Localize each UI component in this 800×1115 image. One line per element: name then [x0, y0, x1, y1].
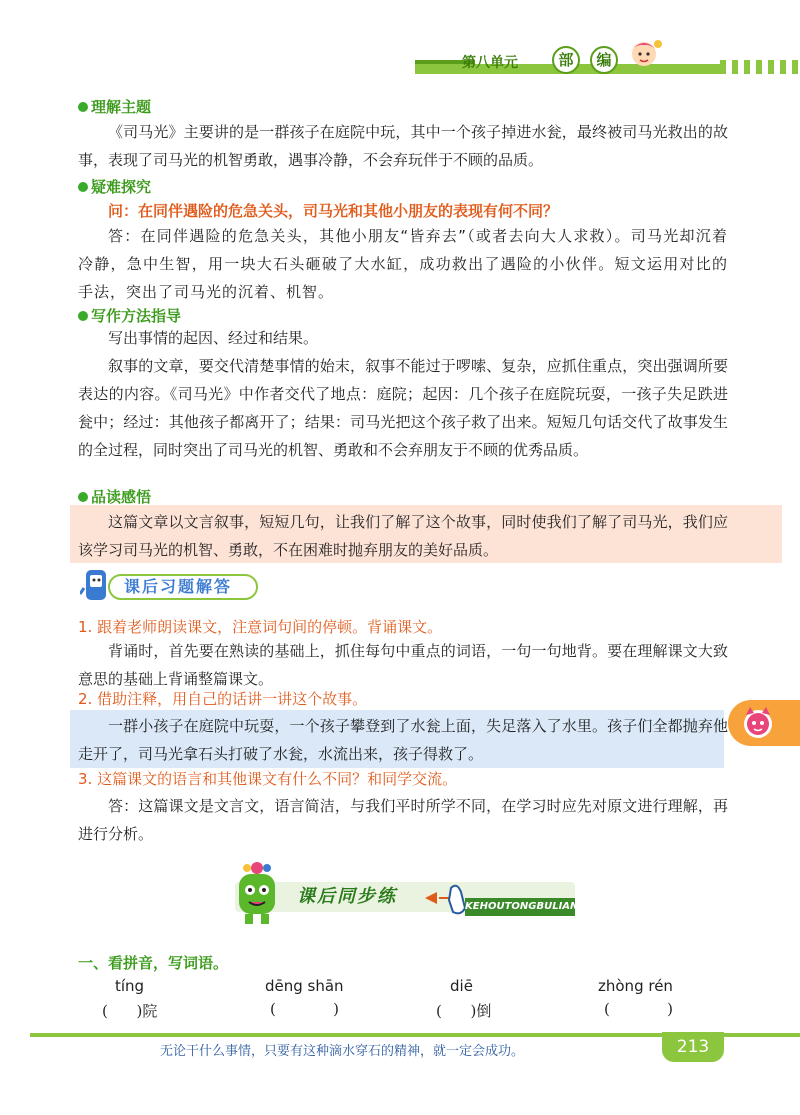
answer-blank-3[interactable]: ( )倒 — [436, 1002, 492, 1020]
reflection-paragraph: 这篇文章以文言叙事，短短几句，让我们了解了这个故事，同时使我们了解了司马光，我们应该学习司马光的机智、勇敢，不在困难时抛弃朋友的美好品质。 — [78, 513, 728, 559]
page-number: 213 — [662, 1032, 724, 1062]
section-title: 疑难探究 — [91, 178, 152, 196]
theme-paragraph: 《司马光》主要讲的是一群孩子在庭院中玩，其中一个孩子掉进水瓮，最终被司马光救出的故事，表现了司马光的机智勇敢，遇事冷静，不会弃玩伴于不顾的品质。 — [78, 123, 728, 169]
section-heading-inquiry — [78, 176, 151, 197]
page-header — [0, 30, 800, 90]
sync-banner-pinyin: KEHOUTONGBULIAN — [465, 898, 575, 916]
pinyin-4: zhòng rén — [598, 977, 673, 995]
writing-line1: 写出事情的起因、经过和结果。 — [108, 329, 319, 347]
bullet-dot-icon — [78, 492, 88, 502]
bullet-dot-icon — [78, 311, 88, 321]
fox-face-icon — [740, 705, 776, 741]
sync-banner-title: 课后同步练 — [297, 886, 397, 907]
section-title: 理解主题 — [91, 98, 152, 116]
badge-bian: 编 — [590, 46, 618, 74]
inquiry-answer: 答：在同伴遇险的危急关头，其他小朋友“皆弃去”（或者去向大人求救）。司马光却沉着冷静，急中生智，用一块大石头砸破了大水缸，成功救出了遇险的小伙伴。短文运用对比的手法，突出了司马光的沉着、机智。 — [78, 227, 728, 301]
section-title: 写作方法指导 — [91, 307, 182, 325]
unit-label: 第八单元 — [462, 55, 518, 71]
footer-motto: 无论干什么事情，只要有这种滴水穿石的精神，就一定会成功。 — [160, 1044, 525, 1059]
writing-paragraph: 叙事的文章，要交代清楚事情的始末，叙事不能过于啰嗦、复杂，应抓住重点，突出强调所要表达的内容。《司马光》中作者交代了地点：庭院；起因：几个孩子在庭院玩耍，一孩子失足跌进瓮中；经过：其他孩子都离开了；结果：司马光把这个孩子救了出来。短短几句话交代了故事发生的全过程，同时突出了司马光的机智、勇敢和不会弃朋友于不顾的优秀品质。 — [78, 357, 728, 459]
phone-mascot-icon — [80, 568, 114, 604]
exercise-answer-3: 答：这篇课文是文言文，语言简洁，与我们平时所学不同，在学习时应先对原文进行理解，再进行分析。 — [78, 797, 728, 843]
cartoon-girl-icon — [622, 36, 666, 76]
pointing-hand-icon — [425, 878, 469, 918]
after-class-banner — [80, 568, 260, 604]
answer-blank-1[interactable]: ( )院 — [102, 1002, 158, 1020]
section-heading-writing — [78, 305, 181, 326]
section-heading-reflection — [78, 486, 151, 507]
badge-bu: 部 — [552, 46, 580, 74]
section-title: 品读感悟 — [91, 488, 152, 506]
bullet-dot-icon — [78, 102, 88, 112]
section-heading-theme — [78, 96, 151, 117]
answer-blank-2[interactable]: ( ) — [270, 1000, 339, 1018]
header-checker-pattern — [720, 60, 800, 74]
exercise-answer-1: 背诵时，首先要在熟读的基础上，抓住每句中重点的词语，一句一句地背。要在理解课文大致意思的基础上背诵整篇课文。 — [78, 642, 728, 688]
pinyin-1: tíng — [115, 977, 145, 995]
answer-blank-4[interactable]: ( ) — [604, 1000, 673, 1018]
green-monster-icon — [225, 860, 289, 926]
exercise-question-1: 1. 跟着老师朗读课文，注意词句间的停顿。背诵课文。 — [78, 618, 443, 636]
pinyin-2: dēng shān — [265, 977, 344, 995]
pinyin-3: diē — [450, 977, 473, 995]
sync-practice-banner — [225, 860, 577, 926]
exercise-answer-2: 一群小孩子在庭院中玩耍，一个孩子攀登到了水瓮上面，失足落入了水里。孩子们全都抛弃他走开了，司马光拿石头打破了水瓮，水流出来，孩子得救了。 — [78, 717, 728, 763]
exercise-question-3: 3. 这篇课文的语言和其他课文有什么不同？和同学交流。 — [78, 770, 458, 788]
exercise-heading: 一、看拼音，写词语。 — [78, 954, 229, 972]
bullet-dot-icon — [78, 182, 88, 192]
exercise-question-2: 2. 借助注释，用自己的话讲一讲这个故事。 — [78, 690, 368, 708]
after-class-banner-label: 课后习题解答 — [108, 574, 258, 600]
inquiry-question: 问：在同伴遇险的危急关头，司马光和其他小朋友的表现有何不同？ — [108, 202, 559, 220]
